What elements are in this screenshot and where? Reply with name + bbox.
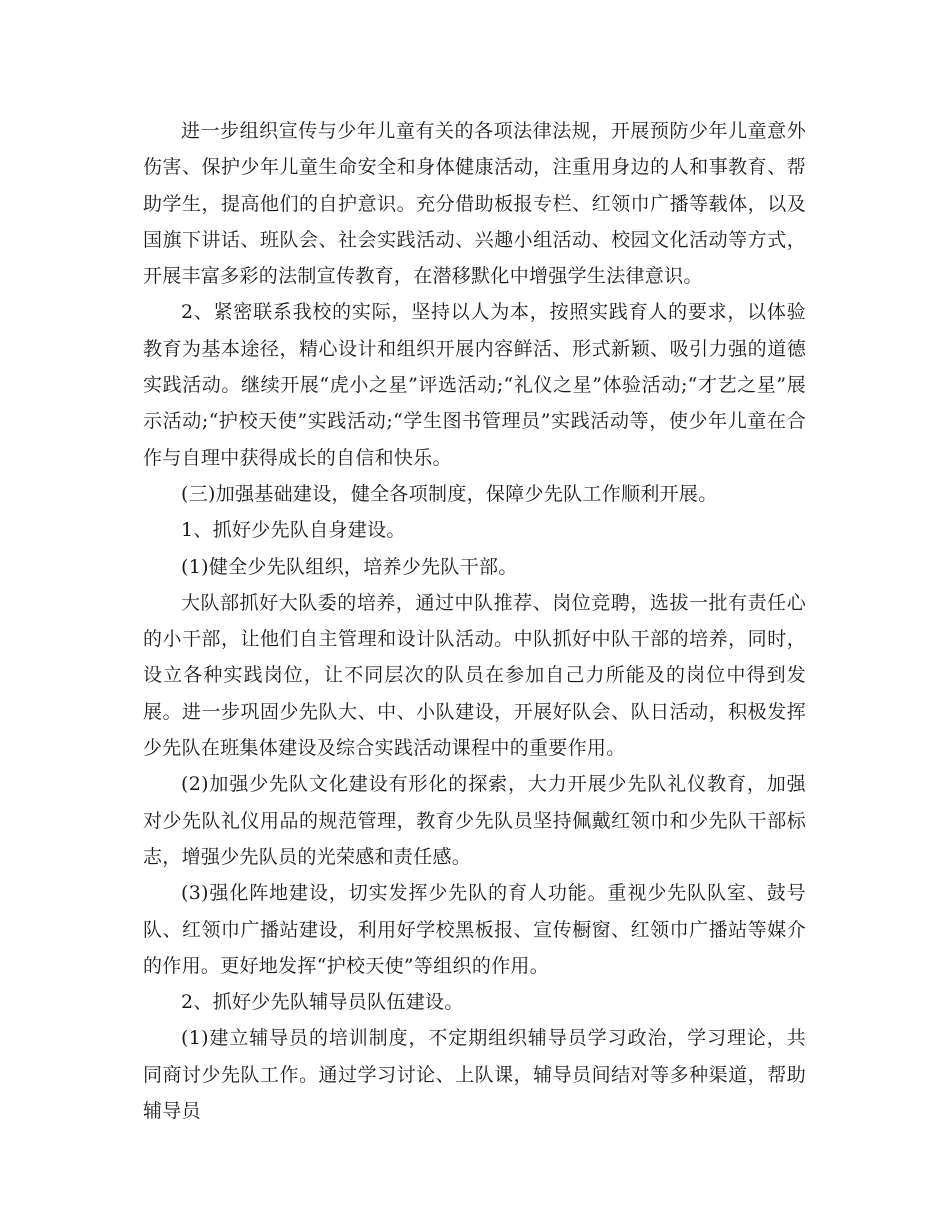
section-heading: (三)加强基础建设，健全各项制度，保障少先队工作顺利开展。 [181,482,718,505]
paragraph: (1)建立辅导员的培训制度，不定期组织辅导员学习政治，学习理论，共同商讨少先队工作。通过学习讨论、上队课，辅导员间结对等多种渠道，帮助辅导员 [143,1027,806,1123]
paragraph: (3)强化阵地建设，切实发挥少先队的育人功能。重视少先队队室、鼓号队、红领巾广播站建设，利用好学校黑板报、宣传橱窗、红领巾广播站等媒介的作用。更好地发挥“护校天使”等组织的作用。 [143,882,806,977]
paragraph: 大队部抓好大队委的培养，通过中队推荐、岗位竞聘，选拔一批有责任心的小干部，让他们自主管理和设计队活动。中队抓好中队干部的培养，同时，设立各种实践岗位，让不同层次的队员在参加自己力所能及的岗位中得到发展。进一步巩固少先队大、中、小队建设，开展好队会、队日活动，积极发挥少先队在班集体建设及综合实践活动课程中的重要作用。 [143,591,806,760]
subheading: 2、抓好少先队辅导员队伍建设。 [181,991,464,1014]
paragraph: (2)加强少先队文化建设有形化的探索，大力开展少先队礼仪教育，加强对少先队礼仪用品的规范管理，教育少先队员坚持佩戴红领巾和少先队干部标志，增强少先队员的光荣感和责任感。 [143,773,806,868]
paragraph: 进一步组织宣传与少年儿童有关的各项法律法规，开展预防少年儿童意外伤害、保护少年儿童生命安全和身体健康活动，注重用身边的人和事教育、帮助学生，提高他们的自护意识。充分借助板报专栏、红领巾广播等载体，以及国旗下讲话、班队会、社会实践活动、兴趣小组活动、校园文化活动等方式，开展丰富多彩的法制宣传教育，在潜移默化中增强学生法律意识。 [143,120,806,288]
subheading: 1、抓好少先队自身建设。 [181,519,406,542]
paragraph: 2、紧密联系我校的实际，坚持以人为本，按照实践育人的要求，以体验教育为基本途径，精心设计和组织开展内容鲜活、形式新颖、吸引力强的道德实践活动。继续开展“虎小之星”评选活动;“礼仪之星”体验活动;“才艺之星”展示活动;“护校天使”实践活动;“学生图书管理员”实践活动等，使少年儿童在合作与自理中获得成长的自信和快乐。 [143,301,806,469]
subheading: (1)健全少先队组织，培养少先队干部。 [181,555,518,578]
document-body [143,113,806,1129]
